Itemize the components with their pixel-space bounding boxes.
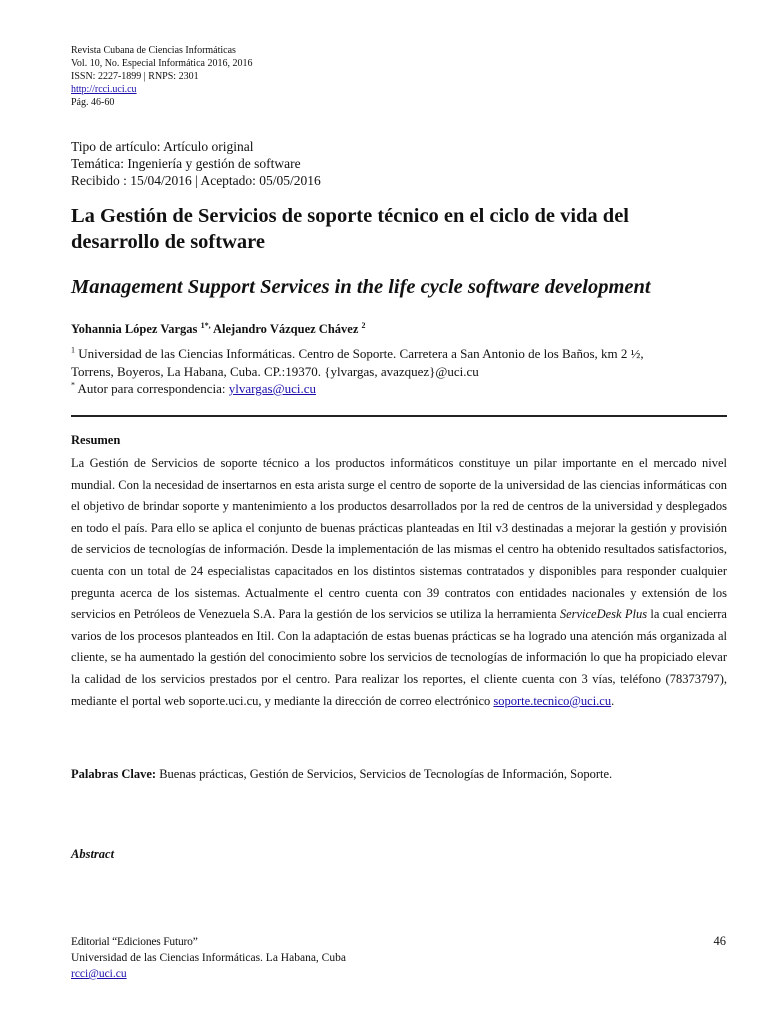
footer-editorial: Editorial “Ediciones Futuro” <box>71 936 198 948</box>
resumen-body <box>71 453 727 712</box>
title-spanish: La Gestión de Servicios de soporte técnico en el ciclo de vida del desarrollo de software <box>71 205 629 253</box>
journal-url-link[interactable]: http://rcci.uci.cu <box>71 84 137 95</box>
author-name: Yohannia López Vargas <box>71 322 198 336</box>
tool-name: ServiceDesk Plus <box>559 607 648 622</box>
affiliation-marker: 1 <box>71 345 75 355</box>
resumen-heading: Resumen <box>71 433 121 447</box>
journal-volume: Vol. 10, No. Especial Informática 2016, 2016 <box>71 58 253 69</box>
support-email-link[interactable]: soporte.tecnico@uci.cu <box>493 693 612 708</box>
journal-pages: Pág. 46-60 <box>71 97 115 108</box>
correspondence-marker: * <box>71 380 75 390</box>
page-number: 46 <box>713 934 726 948</box>
journal-name: Revista Cubana de Ciencias Informáticas <box>71 45 236 56</box>
page-footer <box>71 934 346 982</box>
correspondence-email-link[interactable]: ylvargas@uci.cu <box>228 381 316 396</box>
keywords-label: Palabras Clave: <box>71 767 157 781</box>
footer-university: Universidad de las Ciencias Informáticas. La Habana, Cuba <box>71 952 346 964</box>
correspondence-label: Autor para correspondencia: <box>77 381 226 396</box>
article-meta <box>71 138 321 189</box>
resumen-text: La Gestión de Servicios de soporte técnico a los productos informáticos constituye un pilar importante en el mercado nivel mundial. Con la necesidad de insertarnos en esta arista surge el centro de soporte de la universidad de las ciencias informáticas con el objetivo de brindar soporte y mantenimiento a los productos desarrollados por la red de centros de la universidad y desplegados en todo el país. Para ello se aplica el conjunto de buenas prácticas planteadas en Itil v3 destinadas a mejorar la gestión y provisión de servicios de tecnologías de información. Desde la implementación de las mismas el centro ha obtenido resultados satisfactorios, cuenta con un total de 24 especialistas capacitados en los distintos sistemas contratados y disponibles para responder cualquier pregunta acerca de los sistemas. Actualmente el centro cuenta con 39 contratos con entidades nacionales y extensión de los servicios en Petróleos de Venezuela S.A. Para la gestión de los servicios se utiliza la herramienta <box>71 456 727 622</box>
affiliation-line: Universidad de las Ciencias Informáticas. Centro de Soporte. Carretera a San Antonio de los Baños, km 2 ½, <box>78 346 644 361</box>
article-type: Tipo de artículo: Artículo original <box>71 139 254 154</box>
title-english: Management Support Services in the life cycle software development <box>71 276 651 298</box>
article-dates: Recibido : 15/04/2016 | Aceptado: 05/05/2016 <box>71 173 321 188</box>
affiliation-line: Torrens, Boyeros, La Habana, Cuba. CP.:19370. {ylvargas, avazquez}@uci.cu <box>71 363 479 379</box>
keywords <box>71 764 727 784</box>
section-divider <box>71 415 727 417</box>
author-list <box>71 322 366 337</box>
keywords-text: Buenas prácticas, Gestión de Servicios, Servicios de Tecnologías de Información, Soporte. <box>156 767 613 781</box>
journal-issn: ISSN: 2227-1899 | RNPS: 2301 <box>71 71 199 82</box>
abstract-heading: Abstract <box>71 847 115 861</box>
author-superscript: 2 <box>361 320 366 330</box>
affiliation <box>71 345 711 398</box>
article-topic: Temática: Ingeniería y gestión de software <box>71 156 301 171</box>
author-superscript: 1*, <box>200 320 211 330</box>
author-name: Alejandro Vázquez Chávez <box>213 322 359 336</box>
journal-header <box>71 44 252 109</box>
footer-email-link[interactable]: rcci@uci.cu <box>71 968 127 980</box>
resumen-text-end: . <box>611 693 615 708</box>
resumen-text: la cual encierra varios de los procesos planteados en Itil. Con la adaptación de estas buenas prácticas se ha logrado una atención más organizada al cliente, se ha aumentado la gestión del conocimiento sobre los servicios de tecnologías de información lo que ha propiciado elevar la calidad de los servicios prestados por el centro. Para realizar los reportes, el cliente cuenta con 3 vías, teléfono (78373797), mediante el portal web soporte.uci.cu, y mediante la dirección de correo electrónico <box>71 607 727 708</box>
